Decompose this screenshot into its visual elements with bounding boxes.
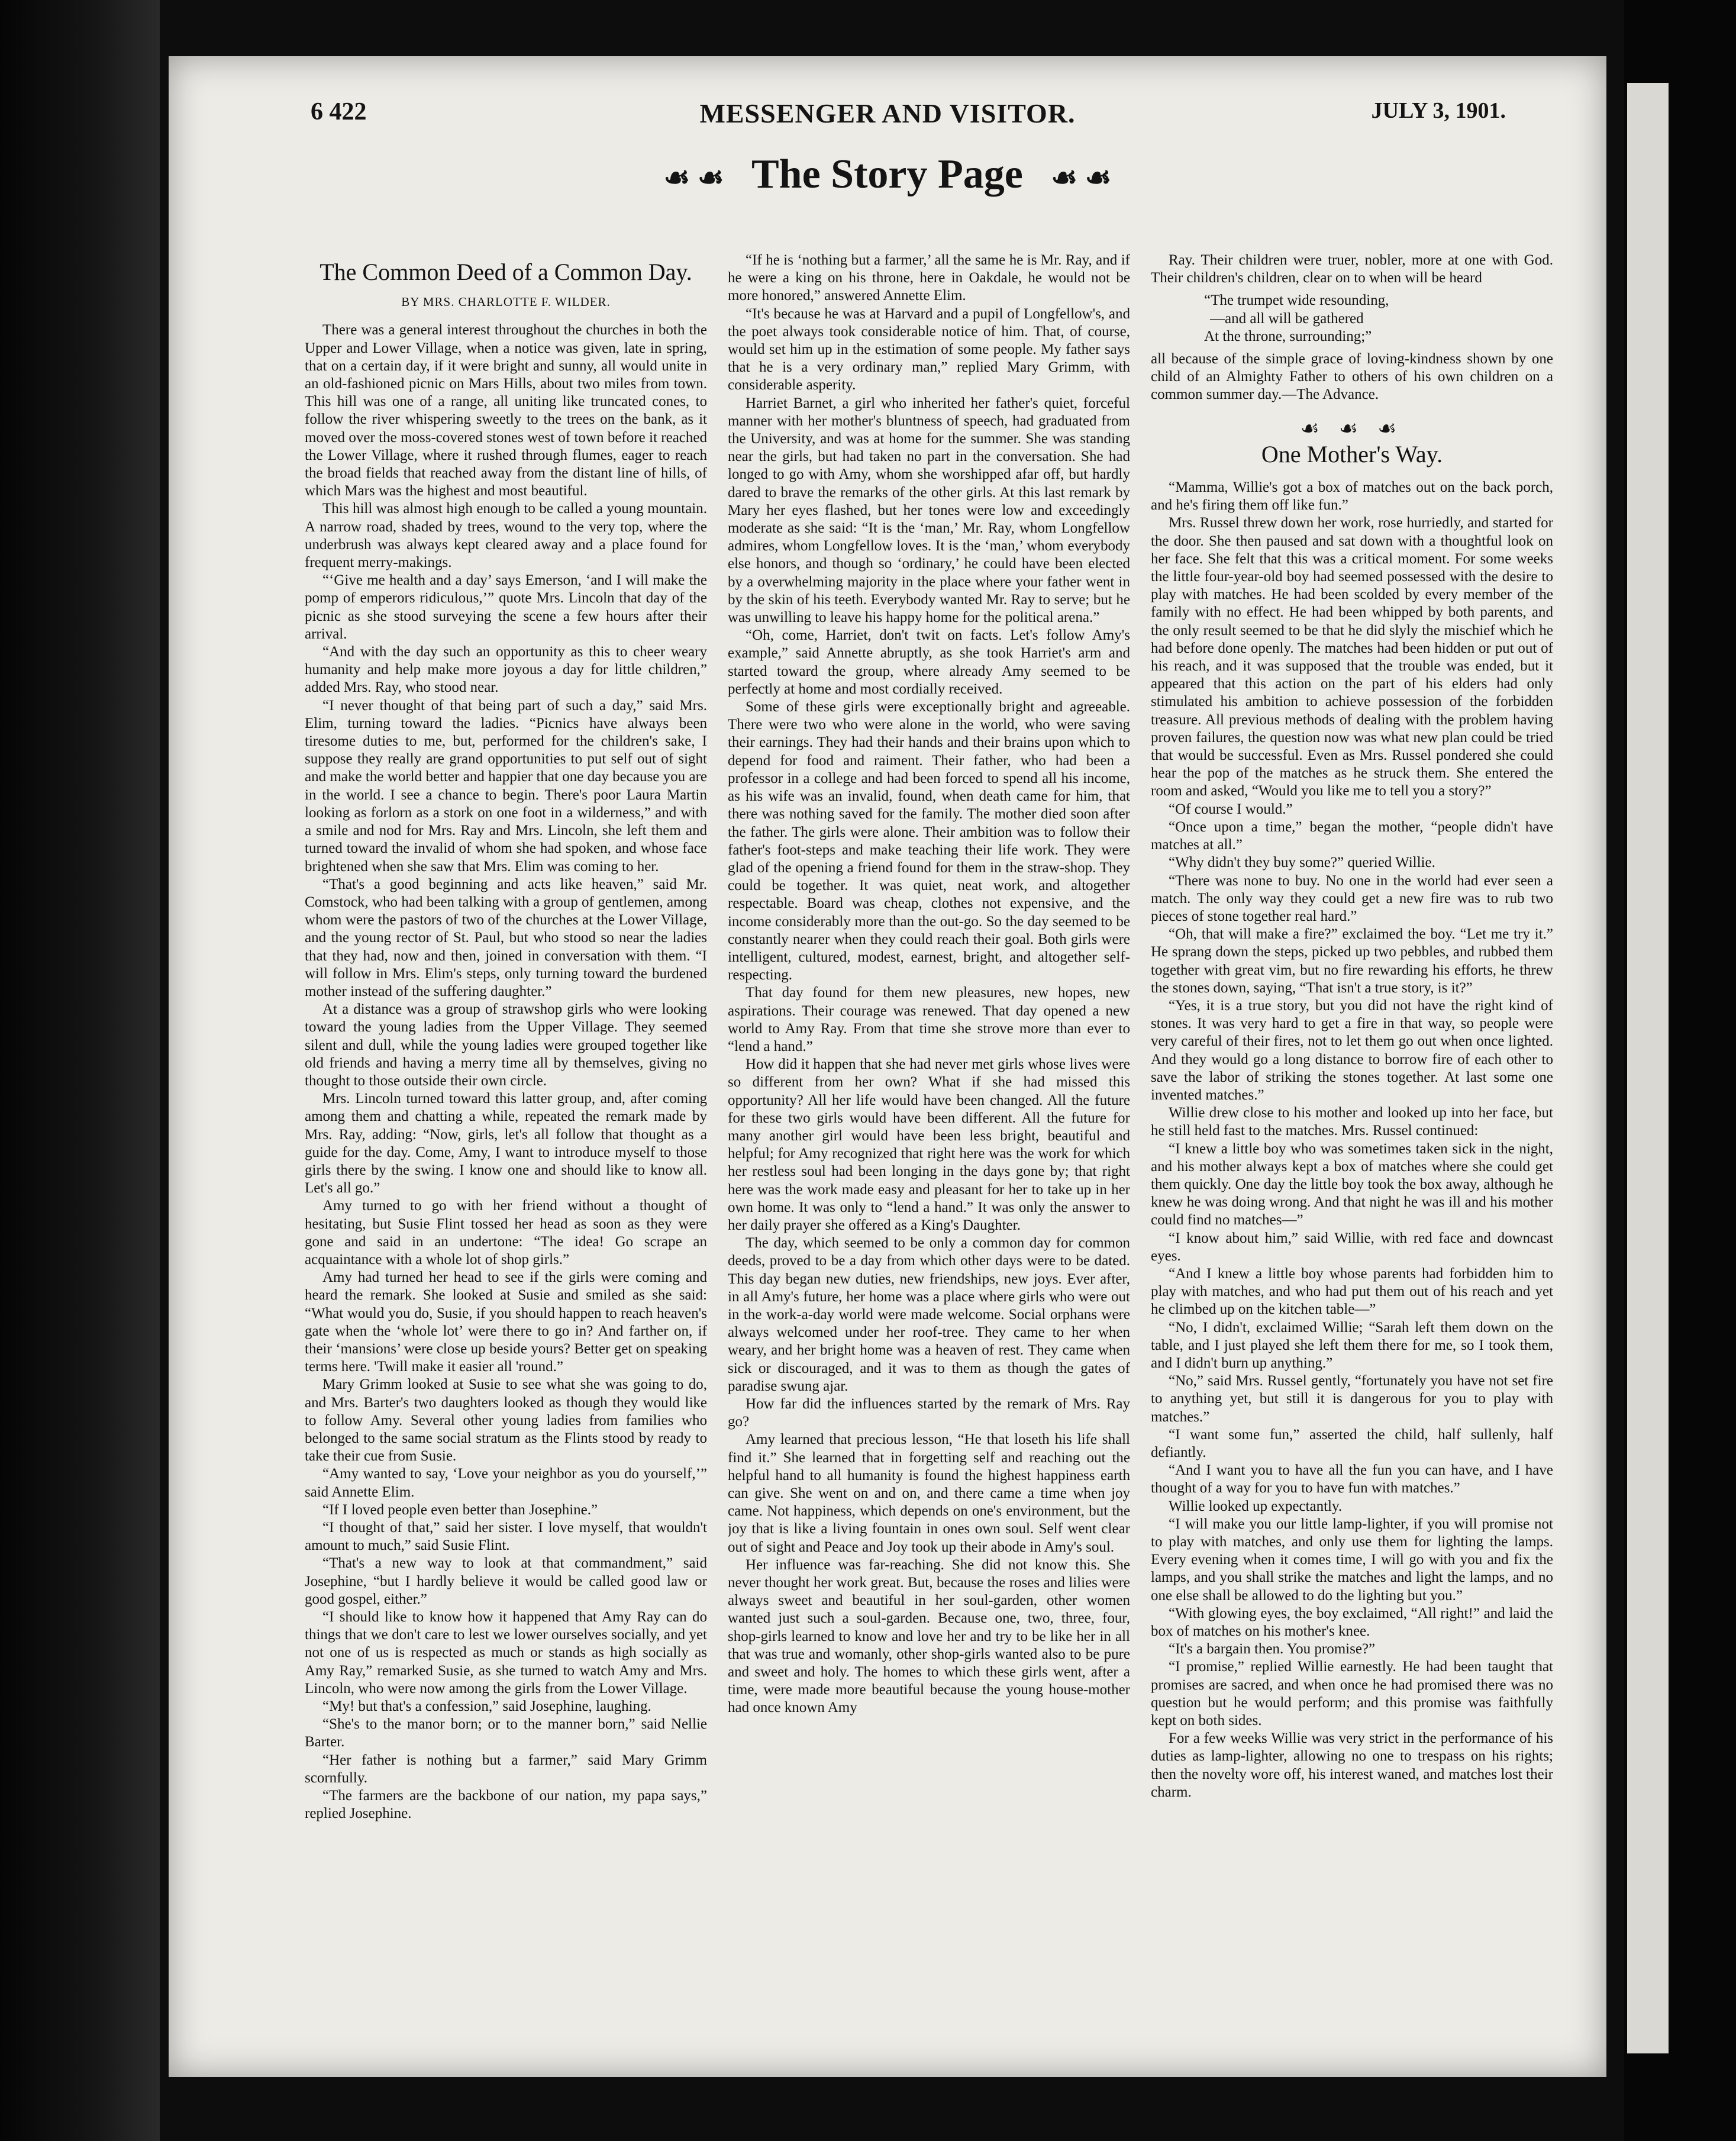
paragraph: “I thought of that,” said her sister. I love myself, that wouldn't amount to much,” said Susie Flint. [305,1520,707,1554]
paragraph: “Oh, come, Harriet, don't twit on facts. Let's follow Amy's example,” said Annette abruptly, as she took Harriet's arm and started toward the group, where already Amy seemed to be perfectly at home and most cordially received. [728,627,1130,697]
paragraph: “With glowing eyes, the boy exclaimed, “All right!” and laid the box of matches on his mother's knee. [1151,1605,1553,1640]
masthead [169,98,1606,139]
paragraph: “Yes, it is a true story, but you did not have the right kind of stones. It was very hard to get a fire in that way, so people were very careful of their fires, not to let them go out when once lighted. And they would go a long distance to borrow fire of each other to save the labor of striking the stones together. At last some one invented matches.” [1151,997,1553,1103]
ornament-left-icon: ☙ ☙ [663,161,724,194]
paragraph: “It's because he was at Harvard and a pupil of Longfellow's, and the poet always took considerable notice of him. That, of course, would set him up in the estimation of some people. My father says that he is a very ordinary man,” replied Mary Grimm, with considerable asperity. [728,305,1130,394]
paragraph: “And I knew a little boy whose parents had forbidden him to play with matches, and who had put them out of his reach and yet he climbed up on the kitchen table—” [1151,1265,1553,1318]
paragraph: “I will make you our little lamp-lighter, if you will promise not to play with matches, and only use them for lighting the lamps. Every evening when it comes time, I will go with you and fix the lamps, and you shall strike the matches and light the lamps, and no one else shall be allowed to do the lighting but you.” [1151,1516,1553,1604]
paragraph: “I never thought of that being part of such a day,” said Mrs. Elim, turning toward the ladies. “Picnics have always been tiresome duties to me, but, performed for the children's sake, I suppose they really are grand opportunities to put self out of sight and make the world better and happier that one day because you are in the world. I see a chance to begin. There's poor Laura Martin looking as forlorn as a stork on one foot in a wilderness,” and with a smile and nod for Mrs. Ray and Mrs. Lincoln, she left them and turned toward the invalid of whom she had spoken, and whose face brightened when she saw that Mrs. Elim was coming to her. [305,697,707,875]
paragraph: “I should like to know how it happened that Amy Ray can do things that we don't care to lest we lower ourselves socially, and yet not one of us is respected as much or stands as high socially as Amy Ray,” remarked Susie, as she turned to watch Amy and Mrs. Lincoln, who were now among the girls from the Lower Village. [305,1609,707,1697]
paragraph: How did it happen that she had never met girls whose lives were so different from her own? What if she had missed this opportunity? All her life would have been changed. All the future for these two girls would have been different. All the future for many another girl would have been less bright, beautiful and helpful; for Amy recognized that right here was the work for which her restless soul had been longing in the days gone by; that right here was the work made easy and pleasant for her to take up in her own home. It was only to “lend a hand.” It was only the answer to her daily prayer she offered as a King's Daughter. [728,1056,1130,1233]
paragraph: “I knew a little boy who was sometimes taken sick in the night, and his mother always kept a box of matches where she could get them quickly. One day the little boy took the box away, although he knew he was doing wrong. And that night he was ill and his mother could find no matches—” [1151,1140,1553,1229]
paragraph: “Her father is nothing but a farmer,” said Mary Grimm scornfully. [305,1752,707,1786]
paragraph: “Of course I would.” [1169,801,1293,817]
paragraph: “That's a good beginning and acts like heaven,” said Mr. Comstock, who had been talking with a group of gentlemen, among whom were the pastors of two of the churches at the Lower Village, and the young rector of St. Paul, but who stood so near the ladies that they had, now and then, joined in conversation with them. “I will follow in Mrs. Elim's steps, only turning toward the burdened mother instead of the suffering daughter.” [305,876,707,999]
paragraph: “Why didn't they buy some?” queried Willie. [1169,855,1435,871]
paragraph: There was a general interest throughout the churches in both the Upper and Lower Village, when a notice was given, late in spring, that on a certain day, if it were bright and sunny, all would unite in an old-fashioned picnic on Mars Hills, about two miles from town. This hill was one of a range, all uniting like truncated cones, to follow the river whispering sweetly to the trees on the bank, as it moved over the moss-covered stones west of town before it reached the Lower Village, where it rushed through flumes, eager to reach the broad fields that reached away from the distant line of hills, of which Mars was the highest and most beautiful. [305,322,707,499]
verse-line: At the throne, surrounding;” [1204,328,1372,344]
section-heading [169,151,1606,198]
paragraph: That day found for them new pleasures, new hopes, new aspirations. Their courage was renewed. That day opened a new world to Amy Ray. From that time she strove more than ever to “lend a hand.” [728,985,1130,1055]
column-2 [728,251,1130,2050]
paragraph: “It's a bargain then. You promise?” [1169,1641,1376,1658]
story-title: One Mother's Way. [1261,440,1443,467]
paragraph: “There was none to buy. No one in the world had ever seen a match. The only way they could get a new fire was to rub two pieces of stone together real hard.” [1151,872,1553,924]
byline: BY MRS. CHARLOTTE F. WILDER. [401,295,611,309]
divider-ornament-icon: ☙ ☙ ☙ [1300,416,1404,440]
paragraph: Amy learned that precious lesson, “He that loseth his life shall find it.” She learned that in forgetting self and reaching out the helpful hand to all humanity is found the highest happiness earth can give. She went on and on, and there came a time when joy came. Not happiness, which depends on one's environment, but the joy that is like a living fountain in ones own soul. Self went clear out of sight and Peace and Joy took up their abode in Amy's soul. [728,1431,1130,1555]
paragraph: “The farmers are the backbone of our nation, my papa says,” replied Josephine. [305,1788,707,1822]
paragraph: “That's a new way to look at that commandment,” said Josephine, “but I hardly believe it would be called good law or good gospel, either.” [305,1555,707,1607]
paragraph: “I want some fun,” asserted the child, half sullenly, half defiantly. [1151,1426,1553,1460]
paragraph: At a distance was a group of strawshop girls who were looking toward the young ladies from the Upper Village. They seemed silent and dull, while the young ladies were grouped together like old friends and having a merry time all by themselves, giving no thought to those outside their own circle. [305,1001,707,1089]
paragraph: “My! but that's a confession,” said Josephine, laughing. [322,1698,651,1715]
newspaper-page [169,56,1606,2077]
paragraph: Mary Grimm looked at Susie to see what she was going to do, and Mrs. Barter's two daughters looked as though they would like to follow Amy. Several other young ladies from families who belonged to the same social stratum as the Flints stood by ready to take their cue from Susie. [305,1376,707,1465]
paragraph: “If I loved people even better than Josephine.” [322,1501,598,1518]
story-ending: all because of the simple grace of loving-kindness shown by one child of an Almighty Father to others of his own children on a common summer day.—The Advance. [1151,351,1553,403]
paragraph: “Amy wanted to say, ‘Love your neighbor as you do yourself,’” said Annette Elim. [305,1466,707,1500]
paragraph: Her influence was far-reaching. She did not know this. She never thought her work great. But, because the roses and lilies were always sweet and beautiful in her soul-garden, other women wanted just such a soul-garden. Because one, two, three, four, shop-girls learned to know and love her and try to be like her in all that was true and womanly, other shop-girls wanted also to be pure and sweet and holy. The homes to which these girls went, after a time, were made more beautiful because the young house-mother had once known Amy [728,1556,1130,1716]
page-number: 6 422 [311,98,367,125]
paragraph: Amy had turned her head to see if the girls were coming and heard the remark. She looked at Susie and smiled as she said: “What would you do, Susie, if you should happen to reach heaven's gate when the ‘whole lot’ were there to go in? And farther on, if their ‘mansions’ were close up beside yours? Better get on speaking terms here. 'Twill make it easier all 'round.” [305,1269,707,1375]
paragraph: Mrs. Lincoln turned toward this latter group, and, after coming among them and chatting a while, repeated the remark made by Mrs. Ray, adding: “Now, girls, let's all follow that thought as a guide for the day. Come, Amy, I want to introduce myself to those girls there by the swing. I know one and should like to know all. Let's all go.” [305,1091,707,1197]
column-3-body [1151,479,1553,1801]
paragraph: “I know about him,” said Willie, with red face and downcast eyes. [1151,1230,1553,1264]
paragraph: “And with the day such an opportunity as this to cheer weary humanity and help make more joyous a day for little children,” added Mrs. Ray, who stood near. [305,644,707,696]
paragraph: Mrs. Russel threw down her work, rose hurriedly, and started for the door. She then paused and sat down with a thoughtful look on her face. She felt that this was a critical moment. For some weeks the little four-year-old boy had seemed possessed with the desire to play with matches. He had been scolded by every member of the family with no effect. He had been whipped by both parents, and the only result seemed to be that he did slyly the mischief which he had before done openly. The matches had been hidden or put out of his reach, and it was supposed that the trouble was ended, but it appeared that this action on the part of his elders had only stimulated his ambition to achieve possession of the forbidden treasure. All previous methods of dealing with the problem having proven failures, the question now was what new plan could be tried that would be successful. Even as Mrs. Russel pondered she could hear the pop of the matches as he struck them. She entered the room and asked, “Would you like me to tell you a story?” [1151,515,1553,799]
column-1 [305,251,707,2050]
paragraph: “Oh, that will make a fire?” exclaimed the boy. “Let me try it.” He sprang down the steps, picked up two pebbles, and rubbed them together with great vim, but no fire rewarding his efforts, he threw the stones down, saying, “That isn't a true story, is it?” [1151,926,1553,996]
paragraph: The day, which seemed to be only a common day for common deeds, proved to be a day from which other days were to be dated. This day began new duties, new friendships, new joys. Ever after, in all Amy's future, her home was a place where girls who were out in the work-a-day world were made welcome. Social orphans were always welcomed under her roof-tree. They came to her when weary, and her bright home was a heaven of rest. They came when sick or discouraged, and it was to them as though the gates of paradise swung ajar. [728,1235,1130,1394]
paragraph: For a few weeks Willie was very strict in the performance of his duties as lamp-lighter, allowing no one to trespass on his rights; then the novelty wore off, his interest waned, and matches lost their charm. [1151,1730,1553,1800]
column-1-body [305,321,707,1823]
paragraph: “And I want you to have all the fun you can have, and I have thought of a way for you to have fun with matches.” [1151,1462,1553,1497]
verse [1204,292,1553,346]
paragraph: Willie looked up expectantly. [1169,1498,1343,1514]
paragraph: Willie drew close to his mother and looked up into her face, but he still held fast to the matches. Mrs. Russel continued: [1151,1105,1553,1139]
paragraph: “If he is ‘nothing but a farmer,’ all the same he is Mr. Ray, and if he were a king on his throne, here in Oakdale, he would not be more honored,” answered Annette Elim. [728,252,1130,304]
paragraph: “I promise,” replied Willie earnestly. He had been taught that promises are sacred, and when once he had promised there was no question but he would perform; and this promise was faithfully kept on both sides. [1151,1659,1553,1729]
scan-shadow-left [0,0,160,2141]
paragraph: How far did the influences started by the remark of Mrs. Ray go? [728,1396,1130,1430]
story-continuation: Ray. Their children were truer, nobler, more at one with God. Their children's children, clear on to when will be heard [1151,252,1553,286]
paragraph: “Once upon a time,” began the mother, “people didn't have matches at all.” [1151,818,1553,853]
verse-line: “The trumpet wide resounding, [1204,292,1389,309]
paragraph: Harriet Barnet, a girl who inherited her father's quiet, forceful manner with her mother's bluntness of speech, had graduated from the University, and was at home for the summer. She was standing near the girls, but had taken no part in the conversation. She had longed to go with Amy, whom she worshipped afar off, but hardly dared to brave the remarks of the other girls. At this last remark by Mary her eyes flashed, but her tones were low and exceedingly moderate as she said: “It is the ‘man,’ Mr. Ray, whom Longfellow admires, whom Longfellow loves. It is the ‘man,’ whom everybody else honors, and though so ‘ordinary,’ he could have been elected by a overwhelming majority in the place where your father went in by the skin of his teeth. Everybody wanted Mr. Ray to serve; but he was unwilling to leave his happy home for the political arena.” [728,395,1130,626]
verse-line: —and all will be gathered [1210,310,1364,327]
story-title: The Common Deed of a Common Day. [320,259,692,285]
paragraph: This hill was almost high enough to be called a young mountain. A narrow road, shaded by trees, wound to the very top, where the underbrush was always kept cleared away and a place found for frequent merry-makings. [305,501,707,571]
column-2-body [728,251,1130,1717]
paragraph: “She's to the manor born; or to the manner born,” said Nellie Barter. [305,1716,707,1750]
section-title: The Story Page [751,151,1023,197]
ornament-right-icon: ☙ ☙ [1051,161,1112,194]
paragraph: “‘Give me health and a day’ says Emerson, ‘and I will make the pomp of emperors ridiculous,’” quote Mrs. Lincoln that day of the picnic as she stood surveying the scene a few hours after their arrival. [305,572,707,642]
adjacent-page-edge [1627,83,1669,2053]
paragraph: “Mamma, Willie's got a box of matches out on the back porch, and he's firing them off like fun.” [1151,479,1553,514]
paragraph: Some of these girls were exceptionally bright and agreeable. There were two who were alone in the world, who were saving their earnings. They had their hands and their brains upon which to depend for food and raiment. Their father, who had been a professor in a college and had been forced to spend all his income, as his wife was an invalid, found, when death came for him, that there was nothing saved for the family. The mother died soon after the father. The girls were alone. Their ambition was to follow their father's foot-steps and make teaching their life work. They were glad of the opening a friend found for them in the straw-shop. They could be together. It was quiet, neat work, and altogether respectable. Board was cheap, clothes not expensive, and the income considerably more than the out-go. So the day seemed to be constantly nearer when they could reach their goal. Both girls were intelligent, cultured, modest, earnest, bright, and altogether self-respecting. [728,699,1130,984]
column-3 [1151,251,1553,2050]
paragraph: “No, I didn't, exclaimed Willie; “Sarah left them down on the table, and I just played she left them there for me, so I took them, and I didn't burn up anything.” [1151,1319,1553,1371]
paragraph: Amy turned to go with her friend without a thought of hesitating, but Susie Flint tossed her head as soon as they were gone and said in an undertone: “The idea! Go scrape an acquaintance with a whole lot of shop girls.” [305,1198,707,1268]
paragraph: “No,” said Mrs. Russel gently, “fortunately you have not set fire to anything yet, but still it is dangerous for you to play with matches.” [1151,1373,1553,1425]
paper-title: MESSENGER AND VISITOR. [699,98,1076,128]
issue-date: JULY 3, 1901. [1371,98,1506,123]
